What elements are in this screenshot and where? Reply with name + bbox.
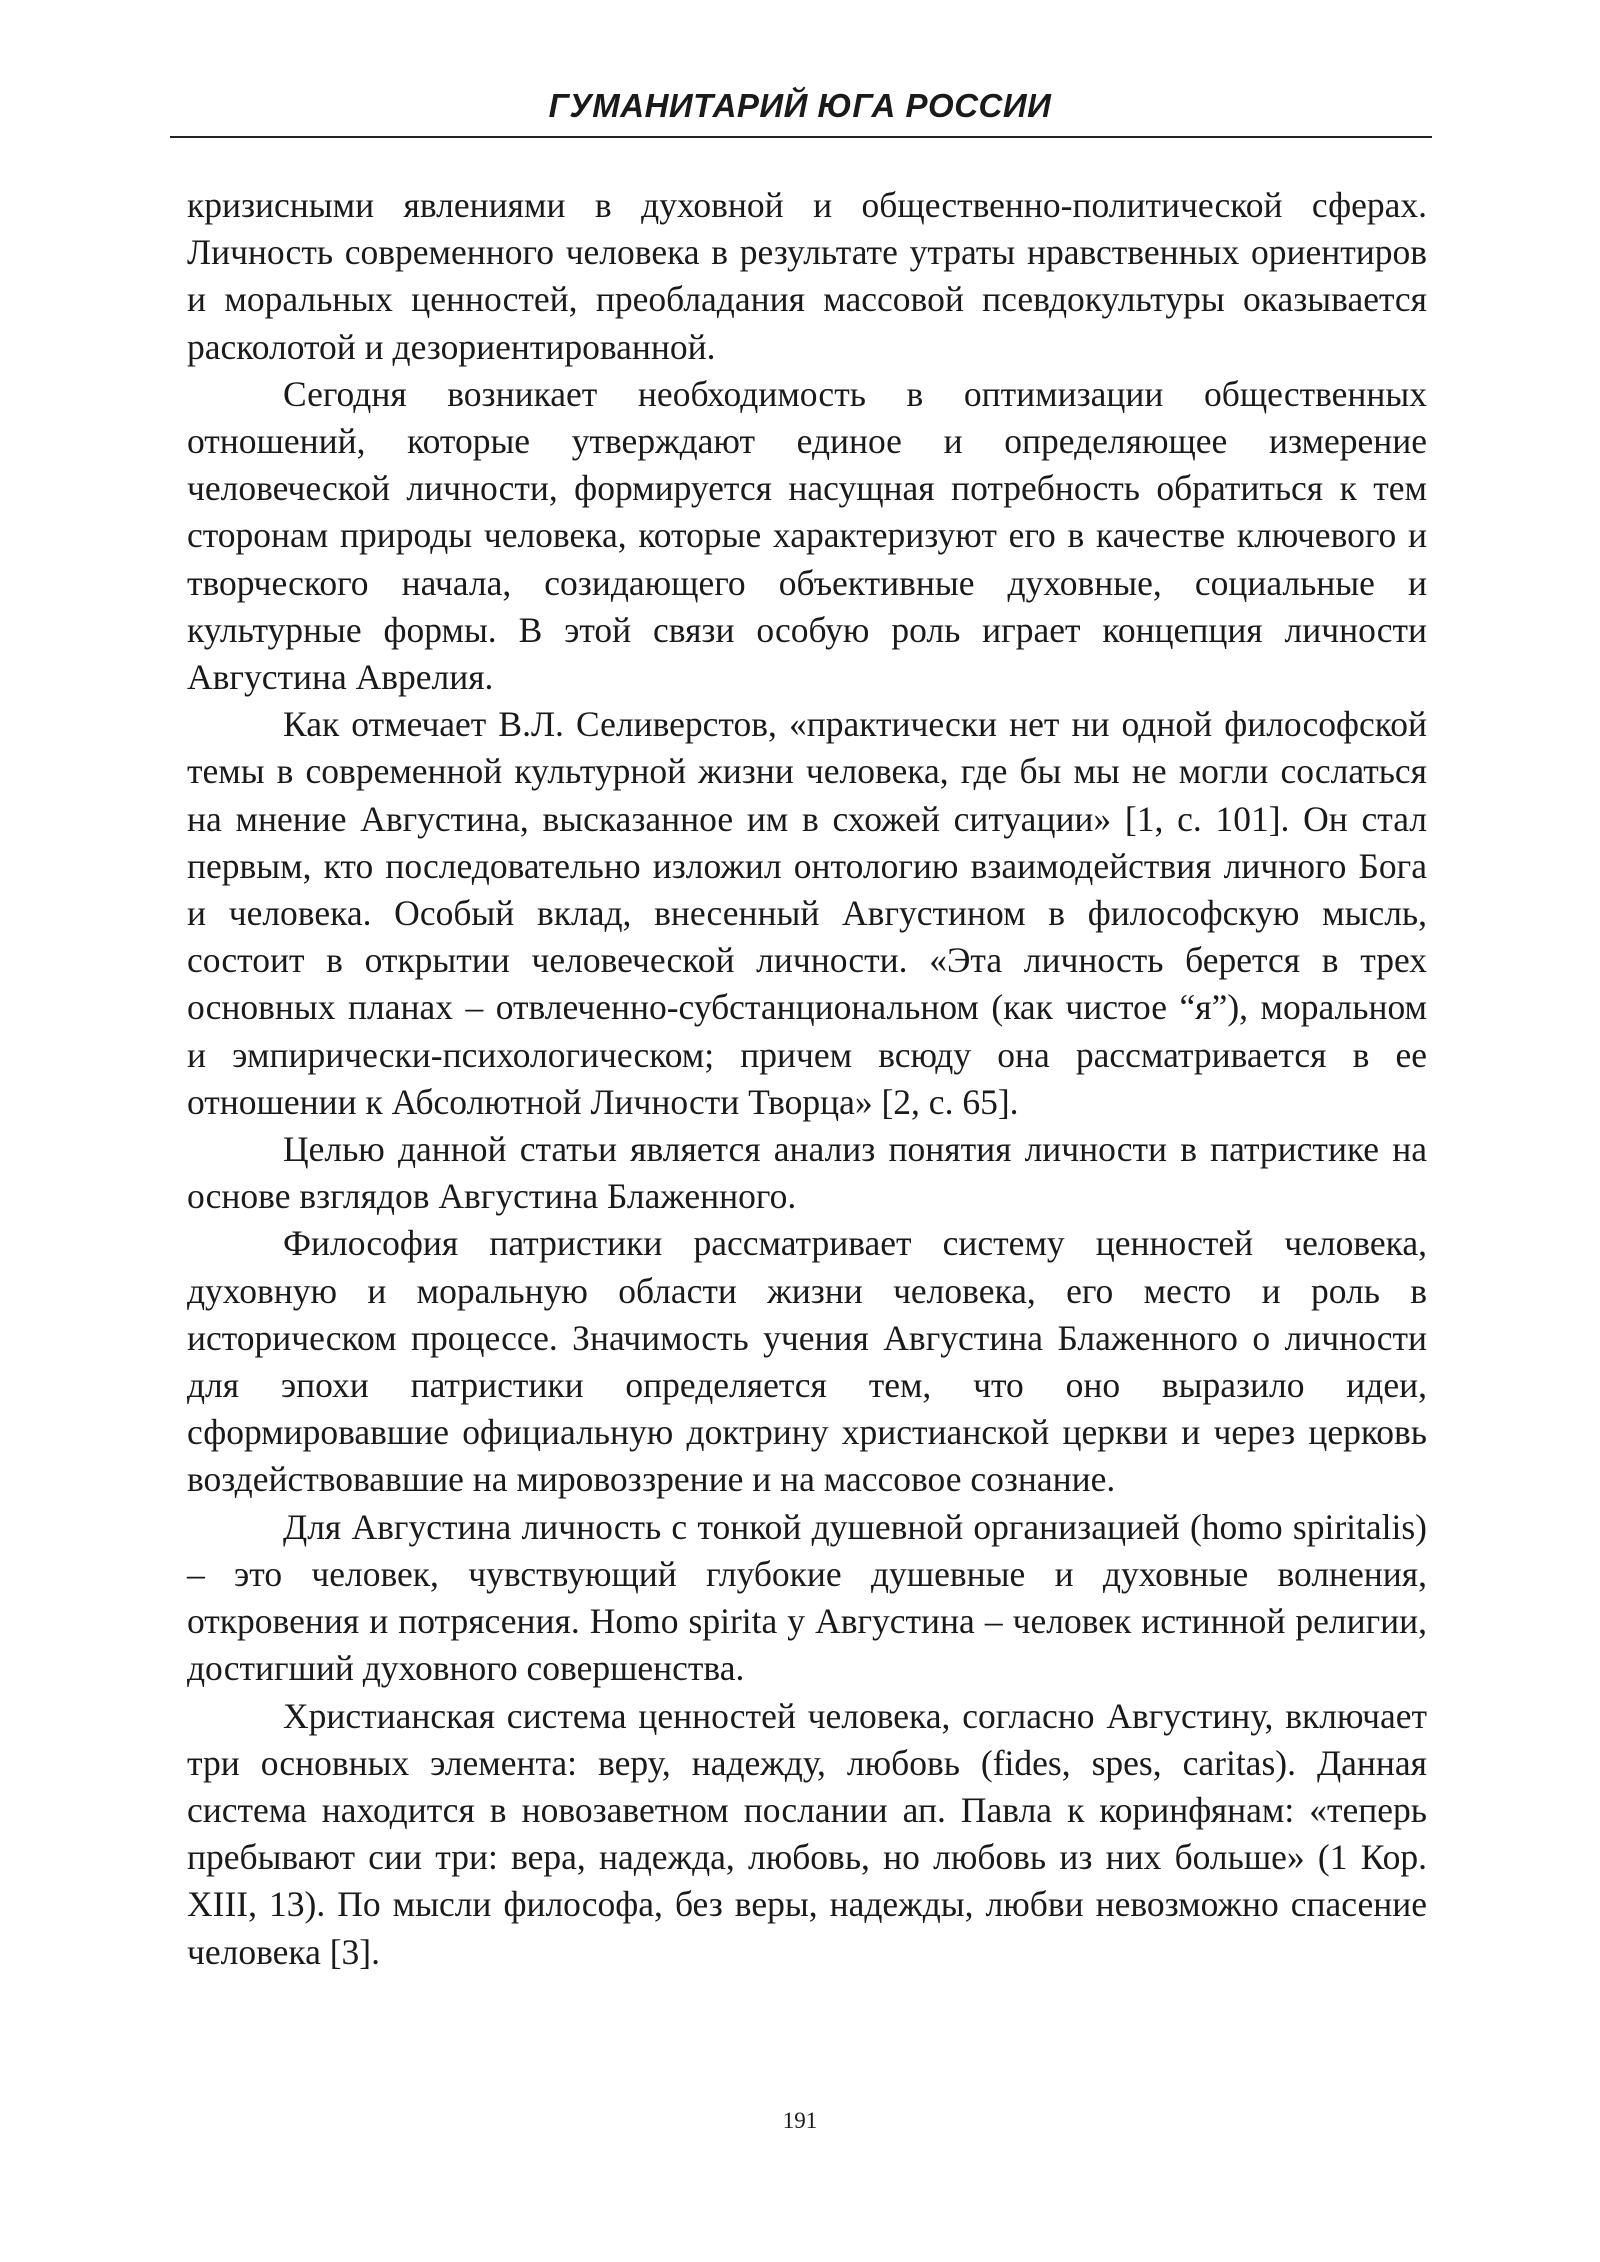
- paragraph-3: Как отмечает В.Л. Селиверстов, «практически нет ни одной философской темы в современной культурной жизни человека, где бы мы не могли сослаться на мнение Августина, высказанное им в схожей ситуации» [1, с. 101]. Он стал первым, кто последовательно изложил онтологию взаимодействия личного Бога и человека. Особый вклад, внесенный Августином в философскую мысль, состоит в открытии человеческой личности. «Эта личность берется в трех основных планах – отвлеченно-субстанциональном (как чистое “я”), моральном и эмпирически-психологическом; причем всюду она рассматривается в ее отношении к Абсолютной Личности Творца» [2, с. 65].: [187, 704, 1427, 1122]
- header-divider: [170, 136, 1432, 138]
- paragraph-4: Целью данной статьи является анализ понятия личности в патристике на основе взглядов Августина Блаженного.: [187, 1129, 1427, 1217]
- paragraph-7: Христианская система ценностей человека, согласно Августину, включает три основных элемента: веру, надежду, любовь (fides, spes, caritas). Данная система находится в новозаветном послании ап. Павла к коринфянам: «теперь пребывают сии три: вера, надежда, любовь, но любовь из них больше» (1 Кор. XIII, 13). По мысли философа, без веры, надежды, любви невозможно спасение человека [3].: [187, 1695, 1427, 1972]
- page-number: 191: [782, 2108, 818, 2133]
- paragraph-5: Философия патристики рассматривает систему ценностей человека, духовную и моральную области жизни человека, его место и роль в историческом процессе. Значимость учения Августина Блаженного о личности для эпохи патристики определяется тем, что оно выразило идеи, сформировавшие официальную доктрину христианской церкви и через церковь воздействовавшие на мировоззрение и на массовое сознание.: [187, 1223, 1427, 1500]
- paragraph-2: Сегодня возникает необходимость в оптимизации общественных отношений, которые утверждают единое и определяющее измерение человеческой личности, формируется насущная потребность обратиться к тем сторонам природы человека, которые характеризуют его в качестве ключевого и творческого начала, созидающего объективные духовные, социальные и культурные формы. В этой связи особую роль играет концепция личности Августина Аврелия.: [187, 373, 1427, 698]
- paragraph-6: Для Августина личность с тонкой душевной организацией (homo spiritalis) – это человек, чувствующий глубокие душевные и духовные волнения, откровения и потрясения. Homo spirita у Августина – человек истинной религии, достигший духовного совершенства.: [187, 1506, 1427, 1689]
- paragraph-1: кризисными явлениями в духовной и общественно-политической сферах. Личность современного человека в результате утраты нравственных ориентиров и моральных ценностей, преобладания массовой псевдокультуры оказывается расколотой и дезориентированной.: [187, 185, 1427, 367]
- journal-running-header: ГУМАНИТАРИЙ ЮГА РОССИИ: [548, 87, 1052, 124]
- article-body: [187, 182, 1427, 1976]
